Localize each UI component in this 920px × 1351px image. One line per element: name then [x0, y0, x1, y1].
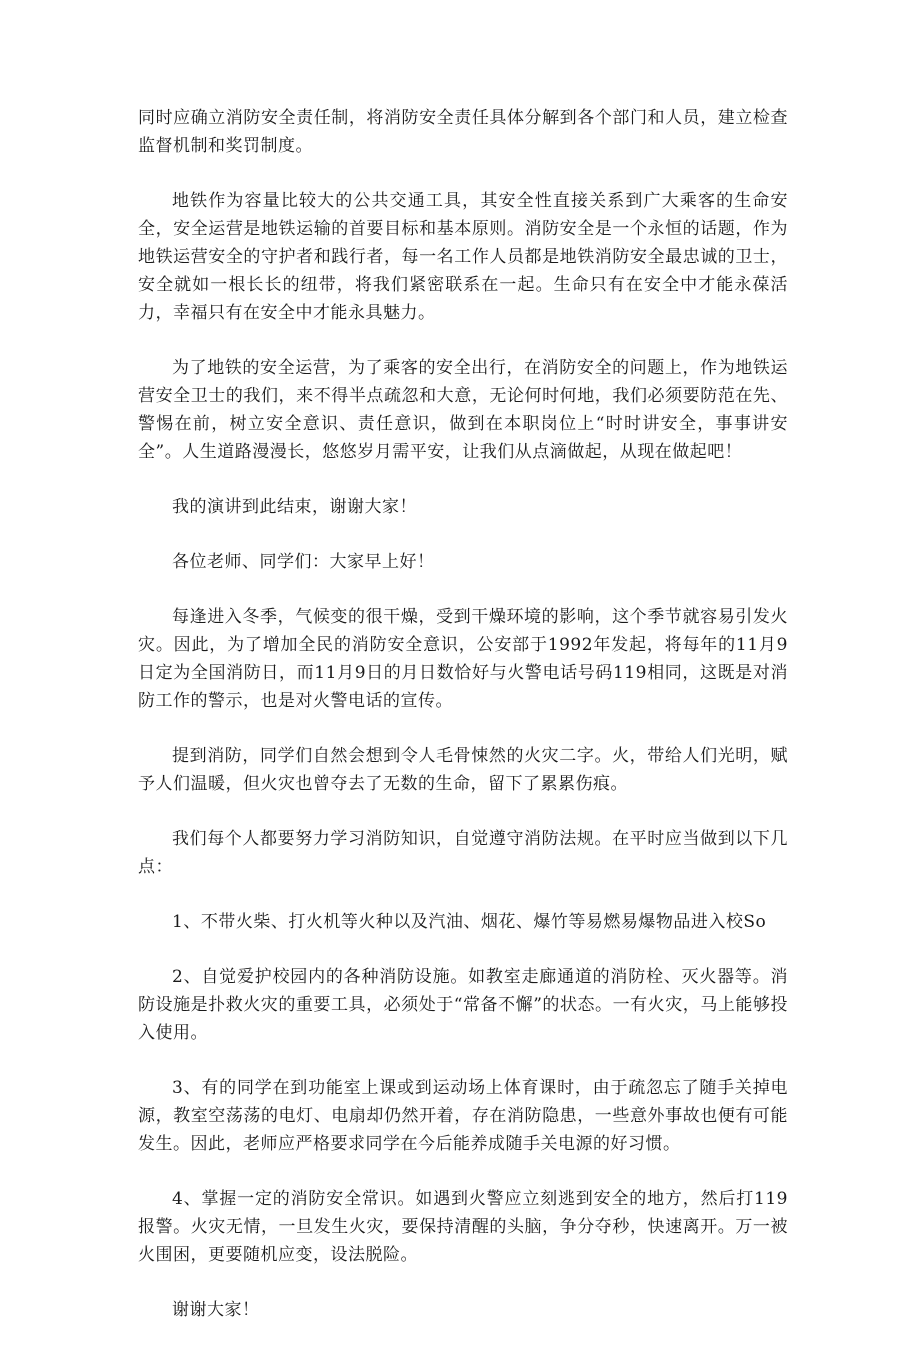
paragraph-learn-knowledge: 我们每个人都要努力学习消防知识，自觉遵守消防法规。在平时应当做到以下几点：: [138, 829, 788, 877]
paragraph-speech-end: 我的演讲到此结束，谢谢大家！: [172, 497, 417, 517]
paragraph-metro-safety: 地铁作为容量比较大的公共交通工具，其安全性直接关系到广大乘客的生命安全，安全运营是地铁运输的首要目标和基本原则。消防安全是一个永恒的话题，作为地铁运营安全的守护者和践行者，每一名工作人员都是地铁消防安全最忠诚的卫士，安全就如一根长长的纽带，将我们紧密联系在一起。生命只有在安全中才能永葆活力，幸福只有在安全中才能永具魅力。: [138, 191, 788, 323]
list-item-3: 3、有的同学在到功能室上课或到运动场上体育课时，由于疏忽忘了随手关掉电源，教室空荡荡的电灯、电扇却仍然开着，存在消防隐患，一些意外事故也便有可能发生。因此，老师应严格要求同学在今后能养成随手关电源的好习惯。: [138, 1078, 788, 1154]
paragraph-thanks: 谢谢大家！: [172, 1300, 260, 1320]
list-item-2: 2、自觉爱护校园内的各种消防设施。如教室走廊通道的消防栓、灭火器等。消防设施是扑救火灾的重要工具，必须处于“常备不懈”的状态。一有火灾，马上能够投入使用。: [138, 967, 788, 1043]
paragraph-greeting: 各位老师、同学们：大家早上好！: [172, 552, 435, 572]
document-page: [138, 104, 788, 1351]
list-item-1: 1、不带火柴、打火机等火种以及汽油、烟花、爆竹等易燃易爆物品进入校So: [172, 912, 767, 932]
paragraph-responsibility-system: 同时应确立消防安全责任制，将消防安全责任具体分解到各个部门和人员，建立检查监督机制和奖罚制度。: [138, 108, 788, 156]
list-item-4: 4、掌握一定的消防安全常识。如遇到火警应立刻逃到安全的地方，然后打119报警。火灾无情，一旦发生火灾，要保持清醒的头脑，争分夺秒，快速离开。万一被火围困，更要随机应变，设法脱险。: [138, 1189, 788, 1265]
paragraph-metro-guardians: 为了地铁的安全运营，为了乘客的安全出行，在消防安全的问题上，作为地铁运营安全卫士的我们，来不得半点疏忽和大意，无论何时何地，我们必须要防范在先、警惕在前，树立安全意识、责任意识，做到在本职岗位上“时时讲安全，事事讲安全”。人生道路漫漫长，悠悠岁月需平安，让我们从点滴做起，从现在做起吧！: [138, 358, 788, 462]
paragraph-fire-day: 每逢进入冬季，气候变的很干燥，受到干燥环境的影响，这个季节就容易引发火灾。因此，为了增加全民的消防安全意识，公安部于1992年发起，将每年的11月9日定为全国消防日，而11月9日的月日数恰好与火警电话号码119相同，这既是对消防工作的警示，也是对火警电话的宣传。: [138, 607, 788, 711]
paragraph-fire-meaning: 提到消防，同学们自然会想到令人毛骨悚然的火灾二字。火，带给人们光明，赋予人们温暖，但火灾也曾夺去了无数的生命，留下了累累伤痕。: [138, 746, 788, 794]
